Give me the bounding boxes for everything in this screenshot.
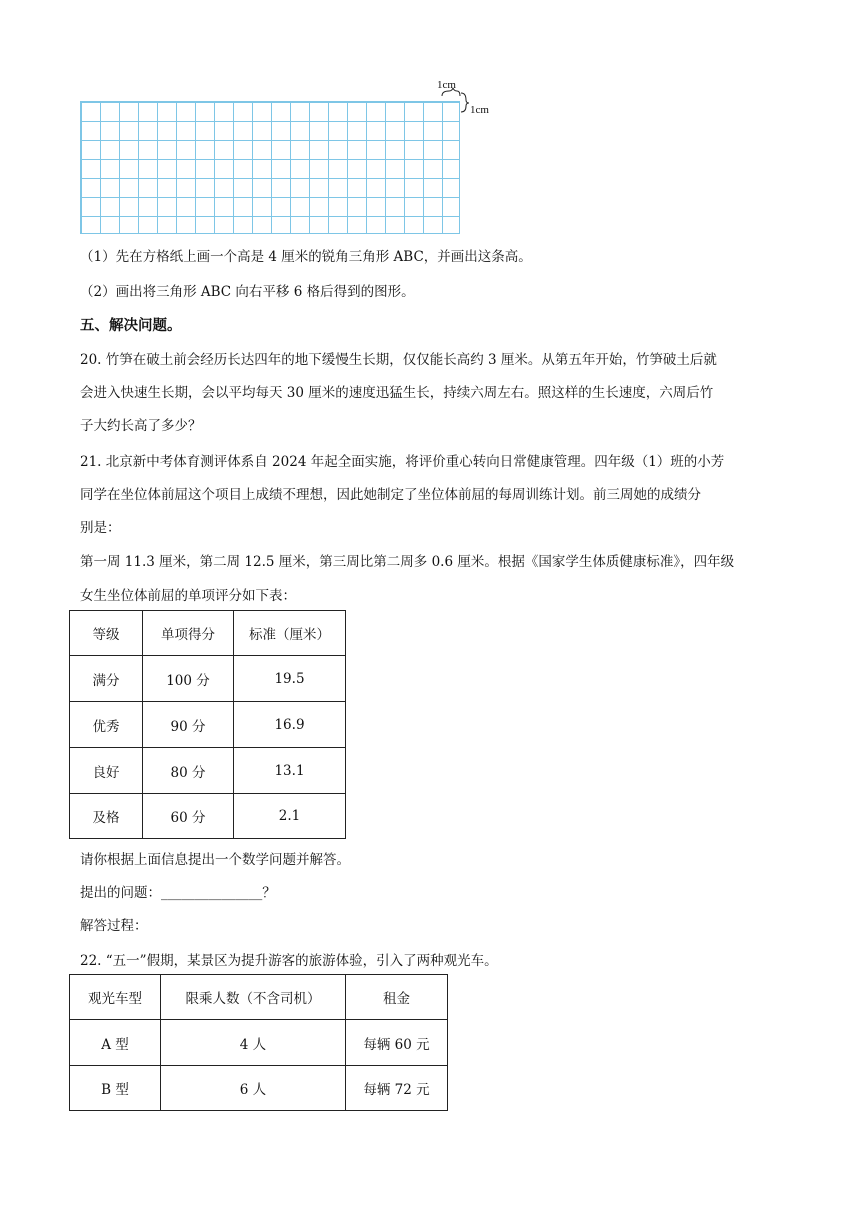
q21-line2: 同学在坐位体前屈这个项目上成绩不理想，因此她制定了坐位体前屈的每周训练计划。前三周她的成绩分: [80, 487, 701, 503]
q21-line3: 别是：: [80, 520, 121, 536]
table-row: [70, 748, 346, 794]
q19-part2: （2）画出将三角形 ABC 向右平移 6 格后得到的图形。: [80, 284, 415, 300]
table-cell: 2.1: [234, 794, 346, 839]
q20-line2: 会进入快速生长期，会以平均每天 30 厘米的速度迅猛生长，持续六周左右。照这样的生长速度，六周后竹: [80, 385, 714, 401]
table-header-row: [70, 611, 346, 656]
table-cell: 良好: [70, 748, 143, 794]
table-header-cell: 观光车型: [70, 975, 161, 1020]
table-cell: 优秀: [70, 702, 143, 748]
q21-line4: 第一周 11.3 厘米，第二周 12.5 厘米，第三周比第二周多 0.6 厘米。根据《国家学生体质健康标准》，四年级: [80, 554, 735, 570]
q21-line5: 女生坐位体前屈的单项评分如下表：: [80, 588, 296, 604]
table-cell: B 型: [70, 1066, 161, 1111]
table-row: [70, 1066, 448, 1111]
q21-question-label: 提出的问题：_______________？: [80, 885, 276, 901]
q22-line1: 22. “五一”假期，某景区为提升游客的旅游体验，引入了两种观光车。: [80, 953, 498, 969]
table-cell: 100 分: [143, 656, 234, 702]
table-cell: 19.5: [234, 656, 346, 702]
table-cell: 4 人: [161, 1020, 346, 1066]
table-header-row: [70, 975, 448, 1020]
grid-unit-top: 1cm: [437, 79, 456, 91]
table-cell: 每辆 60 元: [346, 1020, 448, 1066]
table-row: [70, 656, 346, 702]
table-cell: 6 人: [161, 1066, 346, 1111]
table-row: [70, 794, 346, 839]
table-cell: 80 分: [143, 748, 234, 794]
table-cell: 16.9: [234, 702, 346, 748]
fitness-standard-table: [69, 610, 346, 839]
table-header-cell: 单项得分: [143, 611, 234, 656]
q21-prompt: 请你根据上面信息提出一个数学问题并解答。: [80, 852, 350, 868]
tour-car-table: [69, 974, 448, 1111]
q20-line3: 子大约长高了多少？: [80, 418, 202, 434]
table-cell: 每辆 72 元: [346, 1066, 448, 1111]
q20-line1: 20. 竹笋在破土前会经历长达四年的地下缓慢生长期，仅仅能长高约 3 厘米。从第五年开始，竹笋破土后就: [80, 352, 717, 368]
table-header-cell: 限乘人数（不含司机）: [161, 975, 346, 1020]
q19-part1: （1）先在方格纸上画一个高是 4 厘米的锐角三角形 ABC，并画出这条高。: [80, 249, 532, 265]
table-header-cell: 标准（厘米）: [234, 611, 346, 656]
table-cell: 及格: [70, 794, 143, 839]
table-cell: 60 分: [143, 794, 234, 839]
table-cell: 满分: [70, 656, 143, 702]
table-cell: A 型: [70, 1020, 161, 1066]
table-header-cell: 等级: [70, 611, 143, 656]
grid-paper: [80, 101, 460, 234]
section-title: 五、解决问题。: [80, 318, 182, 334]
grid-unit-right: 1cm: [470, 104, 489, 116]
table-header-cell: 租金: [346, 975, 448, 1020]
table-row: [70, 702, 346, 748]
table-cell: 13.1: [234, 748, 346, 794]
q21-solution-label: 解答过程：: [80, 918, 148, 934]
table-cell: 90 分: [143, 702, 234, 748]
unit-brace-icon: [440, 88, 470, 120]
q21-line1: 21. 北京新中考体育测评体系自 2024 年起全面实施，将评价重心转向日常健康管理。四年级（1）班的小芳: [80, 454, 725, 470]
table-row: [70, 1020, 448, 1066]
